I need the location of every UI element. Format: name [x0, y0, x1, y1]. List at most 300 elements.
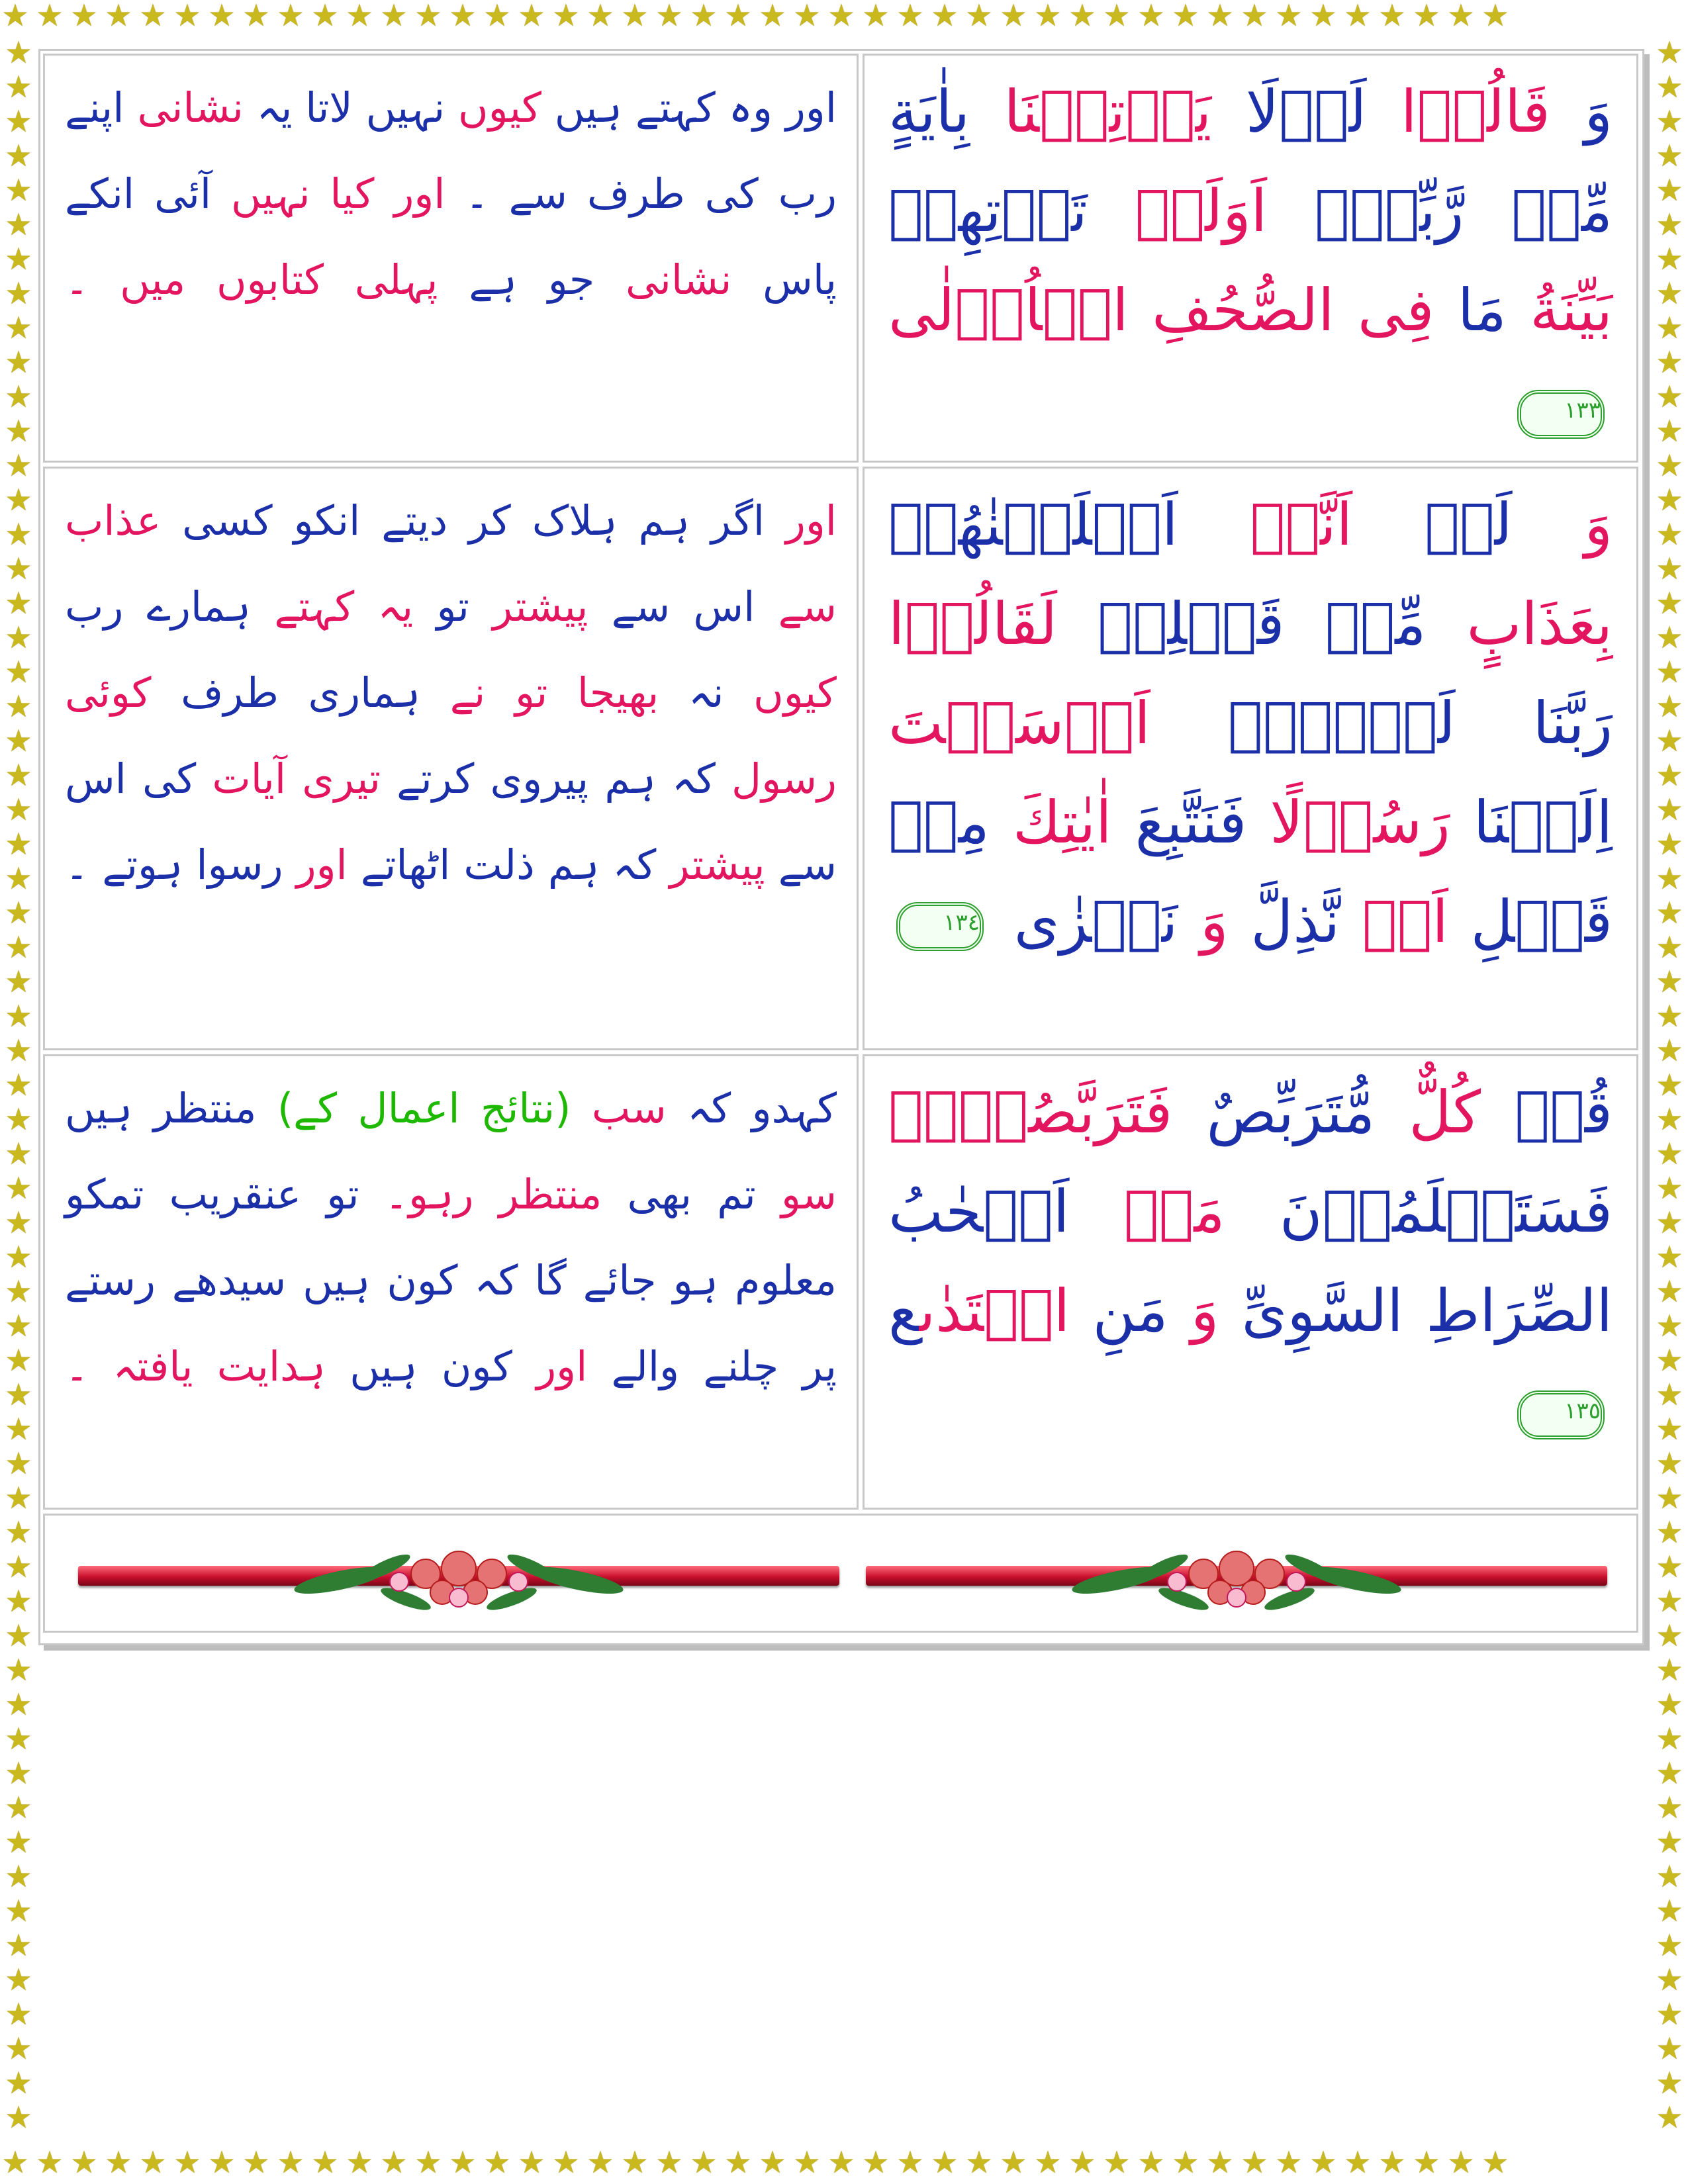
star-icon: ★ — [1656, 1377, 1683, 1412]
urdu-translation-133 — [43, 54, 859, 463]
star-icon: ★ — [5, 379, 32, 414]
star-icon: ★ — [208, 0, 240, 33]
text: اگر ہم ہلاک کر دیتے انکو کسی — [182, 496, 765, 545]
star-icon: ★ — [1656, 447, 1683, 483]
star-icon: ★ — [5, 1308, 32, 1343]
star-icon: ★ — [139, 0, 171, 33]
star-icon: ★ — [5, 1377, 32, 1412]
star-icon: ★ — [1656, 1239, 1683, 1275]
star-icon: ★ — [5, 1342, 32, 1378]
star-icon: ★ — [1656, 792, 1683, 827]
text: اور — [785, 496, 837, 545]
star-icon: ★ — [1000, 0, 1031, 33]
page-frame — [38, 49, 1644, 1645]
arabic-verse-133 — [863, 54, 1638, 463]
star-icon: ★ — [449, 2147, 481, 2180]
star-icon: ★ — [5, 2099, 32, 2135]
star-icon: ★ — [208, 2147, 240, 2180]
text: کیوں — [753, 668, 837, 717]
word: اٰيٰتِكَ — [1012, 788, 1112, 856]
text: اس سے — [611, 582, 755, 631]
ayah-number-marker: ١٣٤ — [896, 902, 984, 951]
text: تو — [436, 582, 469, 631]
star-icon: ★ — [1656, 1686, 1683, 1722]
ayah-number-marker: ١٣٥ — [1517, 1390, 1605, 1439]
star-icon: ★ — [1656, 1549, 1683, 1584]
star-icon: ★ — [1656, 1205, 1683, 1240]
star-icon: ★ — [5, 792, 32, 827]
star-icon: ★ — [5, 1136, 32, 1171]
word: قَالُوۡا — [1401, 77, 1550, 146]
star-icon: ★ — [1206, 0, 1238, 33]
star-border-bottom — [0, 2147, 1688, 2184]
word: اَهۡلَكۡنٰهُمۡ — [888, 490, 1178, 559]
arabic-verse-135 — [863, 1054, 1638, 1510]
star-icon: ★ — [1103, 0, 1135, 33]
star-icon: ★ — [1068, 2147, 1100, 2180]
star-icon: ★ — [5, 826, 32, 862]
star-icon: ★ — [1656, 138, 1683, 173]
word: فَنَتَّبِعَ — [1135, 788, 1247, 856]
star-icon: ★ — [724, 0, 756, 33]
star-icon: ★ — [277, 2147, 308, 2180]
ayah-number-marker: ١٣٣ — [1517, 390, 1605, 439]
star-icon: ★ — [931, 2147, 962, 2180]
star-icon: ★ — [5, 619, 32, 655]
text: اپنے رب کی طرف سے ۔ — [65, 83, 837, 218]
star-icon: ★ — [1344, 0, 1376, 33]
star-icon: ★ — [5, 1205, 32, 1240]
star-icon: ★ — [1656, 826, 1683, 862]
word: قَبۡلِ — [1470, 887, 1613, 956]
star-icon: ★ — [5, 69, 32, 105]
star-icon: ★ — [5, 206, 32, 242]
star-icon: ★ — [380, 2147, 412, 2180]
text: کہ ہم ذلت اٹھاتے — [360, 841, 657, 889]
star-icon: ★ — [5, 2030, 32, 2066]
star-icon: ★ — [5, 998, 32, 1034]
star-icon: ★ — [5, 1067, 32, 1103]
star-icon: ★ — [5, 1824, 32, 1860]
star-icon: ★ — [1481, 0, 1513, 33]
star-icon: ★ — [1656, 1032, 1683, 1068]
star-icon: ★ — [793, 0, 825, 33]
word: اَنۡ — [1362, 887, 1448, 956]
star-icon: ★ — [5, 447, 32, 483]
star-icon: ★ — [1034, 0, 1066, 33]
star-icon: ★ — [1656, 1445, 1683, 1481]
star-icon: ★ — [5, 757, 32, 793]
star-icon: ★ — [242, 2147, 274, 2180]
star-icon: ★ — [5, 1858, 32, 1894]
text: کوئی — [65, 668, 152, 717]
star-icon: ★ — [1656, 619, 1683, 655]
star-icon: ★ — [5, 2065, 32, 2101]
star-icon: ★ — [5, 1686, 32, 1722]
word: مَنۡ — [1123, 1177, 1225, 1246]
word: رَبَّنَا — [1532, 689, 1613, 757]
star-icon: ★ — [1172, 2147, 1203, 2180]
star-icon: ★ — [1656, 1652, 1683, 1688]
star-icon: ★ — [1656, 1927, 1683, 1963]
word: نَّذِلَّ — [1250, 887, 1340, 956]
star-icon: ★ — [173, 0, 205, 33]
star-icon: ★ — [414, 0, 446, 33]
star-icon: ★ — [1656, 585, 1683, 621]
star-icon: ★ — [1656, 1583, 1683, 1619]
text: اور — [296, 841, 348, 889]
star-icon: ★ — [1656, 654, 1683, 690]
floral-divider-right — [866, 1535, 1607, 1615]
word: كُلٌّ — [1409, 1078, 1481, 1146]
star-icon: ★ — [1378, 2147, 1410, 2180]
star-icon: ★ — [5, 310, 32, 345]
star-icon: ★ — [1275, 2147, 1307, 2180]
text: کیوں — [458, 83, 541, 132]
star-icon: ★ — [1656, 895, 1683, 931]
star-icon: ★ — [1656, 206, 1683, 242]
star-icon: ★ — [1, 0, 33, 33]
word: مِّنۡ — [1511, 177, 1613, 245]
star-icon: ★ — [1309, 2147, 1341, 2180]
text: کی اس سے — [65, 754, 837, 889]
star-icon: ★ — [690, 0, 722, 33]
star-icon: ★ — [1656, 2065, 1683, 2101]
text: نہیں لاتا یہ — [256, 83, 445, 132]
star-icon: ★ — [1656, 1824, 1683, 1860]
star-icon: ★ — [5, 1790, 32, 1825]
star-icon: ★ — [1656, 172, 1683, 208]
star-icon: ★ — [1034, 2147, 1066, 2180]
star-icon: ★ — [1656, 413, 1683, 449]
text: تمکو معلوم ہو جائے گا کہ کون ہیں — [65, 1170, 837, 1304]
star-icon: ★ — [1275, 0, 1307, 33]
star-icon: ★ — [759, 0, 790, 33]
word: يَاۡتِيۡنَا — [1004, 77, 1212, 146]
text: سب — [591, 1084, 667, 1132]
star-icon: ★ — [1656, 1755, 1683, 1791]
star-icon: ★ — [690, 2147, 722, 2180]
star-icon: ★ — [311, 0, 343, 33]
flower-garland-icon — [1038, 1541, 1435, 1614]
word: مَنِ — [1092, 1277, 1168, 1345]
star-icon: ★ — [5, 1721, 32, 1756]
star-icon: ★ — [5, 1549, 32, 1584]
star-icon: ★ — [5, 1617, 32, 1653]
star-icon: ★ — [1172, 0, 1203, 33]
star-icon: ★ — [1656, 1721, 1683, 1756]
word: لَوۡ — [1425, 490, 1513, 559]
star-icon: ★ — [1656, 37, 1683, 70]
word: مَا — [1457, 276, 1507, 344]
star-icon: ★ — [1656, 723, 1683, 758]
star-icon: ★ — [862, 0, 894, 33]
star-icon: ★ — [1656, 1996, 1683, 2032]
star-icon: ★ — [1656, 551, 1683, 586]
star-icon: ★ — [449, 0, 481, 33]
star-icon: ★ — [1241, 0, 1272, 33]
star-icon: ★ — [621, 2147, 653, 2180]
star-border-top — [0, 0, 1688, 37]
word: الصُّحُفِ — [1152, 276, 1335, 344]
star-icon: ★ — [5, 1962, 32, 1997]
star-icon: ★ — [380, 0, 412, 33]
star-icon: ★ — [5, 344, 32, 380]
star-icon: ★ — [5, 1445, 32, 1481]
star-icon: ★ — [5, 37, 32, 70]
star-icon: ★ — [1656, 482, 1683, 518]
star-icon: ★ — [1656, 69, 1683, 105]
word: اَصۡحٰبُ — [888, 1177, 1070, 1246]
text: نشانی — [137, 83, 244, 132]
star-icon: ★ — [896, 2147, 928, 2180]
star-icon: ★ — [586, 2147, 618, 2180]
text: پیشتر — [492, 582, 588, 631]
star-icon: ★ — [1413, 0, 1444, 33]
word: وَ — [1584, 490, 1613, 559]
star-icon: ★ — [70, 2147, 102, 2180]
word: وَ — [1584, 77, 1613, 146]
star-icon: ★ — [5, 1893, 32, 1929]
text: آیات — [212, 754, 287, 803]
star-icon: ★ — [5, 413, 32, 449]
star-border-left — [0, 37, 37, 2147]
star-icon: ★ — [1068, 0, 1100, 33]
word: لَوۡلَا — [1245, 77, 1367, 146]
star-icon: ★ — [5, 895, 32, 931]
star-icon: ★ — [5, 551, 32, 586]
star-icon: ★ — [827, 2147, 859, 2180]
star-icon: ★ — [1656, 2099, 1683, 2135]
star-icon: ★ — [5, 1411, 32, 1447]
word: رَّبِّهٖ — [1314, 177, 1464, 245]
star-icon: ★ — [5, 1583, 32, 1619]
word: اِلَيۡنَا — [1473, 788, 1613, 856]
star-icon: ★ — [862, 2147, 894, 2180]
text: سو — [781, 1170, 837, 1218]
text: منتظر ہیں — [65, 1084, 257, 1132]
star-icon: ★ — [483, 2147, 515, 2180]
word: فِى — [1357, 276, 1434, 344]
star-icon: ★ — [5, 1273, 32, 1309]
text: رسول — [731, 754, 837, 803]
star-icon: ★ — [1656, 929, 1683, 965]
text: تیری — [302, 754, 381, 803]
text: جو ہے — [469, 255, 595, 304]
text: کون ہیں — [350, 1342, 512, 1390]
star-icon: ★ — [896, 0, 928, 33]
star-icon: ★ — [5, 688, 32, 724]
word: مِّنۡ — [1325, 590, 1427, 658]
star-icon: ★ — [1103, 2147, 1135, 2180]
star-icon: ★ — [5, 654, 32, 690]
star-icon: ★ — [552, 0, 584, 33]
star-icon: ★ — [1656, 998, 1683, 1034]
star-icon: ★ — [5, 1652, 32, 1688]
star-icon: ★ — [793, 2147, 825, 2180]
star-icon: ★ — [1656, 2030, 1683, 2066]
text: عذاب سے — [65, 496, 837, 631]
star-icon: ★ — [5, 1996, 32, 2032]
star-icon: ★ — [1137, 2147, 1169, 2180]
star-icon: ★ — [1656, 344, 1683, 380]
word: بَيِّنَةُ — [1530, 276, 1613, 344]
star-icon: ★ — [483, 0, 515, 33]
star-icon: ★ — [1137, 0, 1169, 33]
star-icon: ★ — [1656, 1170, 1683, 1206]
star-icon: ★ — [1656, 379, 1683, 414]
star-icon: ★ — [5, 138, 32, 173]
star-icon: ★ — [1656, 1480, 1683, 1516]
star-icon: ★ — [552, 2147, 584, 2180]
star-icon: ★ — [5, 1239, 32, 1275]
star-icon: ★ — [1656, 1136, 1683, 1171]
star-icon: ★ — [1241, 2147, 1272, 2180]
text: سیدھے رستے پر چلنے والے — [65, 1256, 837, 1390]
star-icon: ★ — [277, 0, 308, 33]
text: بھیجا تو — [514, 668, 659, 717]
star-icon: ★ — [1656, 1067, 1683, 1103]
star-icon: ★ — [5, 1514, 32, 1550]
star-icon: ★ — [586, 0, 618, 33]
star-icon: ★ — [1656, 1617, 1683, 1653]
star-icon: ★ — [1447, 2147, 1479, 2180]
star-icon: ★ — [655, 2147, 687, 2180]
text: اور وہ کہتے ہیں — [554, 83, 837, 132]
star-icon: ★ — [1656, 1101, 1683, 1137]
star-icon: ★ — [139, 2147, 171, 2180]
star-icon: ★ — [173, 2147, 205, 2180]
star-icon: ★ — [5, 275, 32, 311]
star-icon: ★ — [5, 1927, 32, 1963]
text: ہماری طرف — [181, 668, 421, 717]
star-icon: ★ — [5, 929, 32, 965]
text: یہ کہتے — [274, 582, 414, 631]
word: رَسُوۡلًا — [1270, 788, 1450, 856]
star-icon: ★ — [1656, 1858, 1683, 1894]
star-icon: ★ — [414, 2147, 446, 2180]
word: وَ — [1190, 1277, 1219, 1345]
text: کہدو کہ — [687, 1084, 837, 1132]
star-icon: ★ — [36, 2147, 68, 2180]
word: السَّوِىِّ — [1241, 1277, 1403, 1345]
text: اور کیا نہیں — [231, 169, 445, 218]
star-icon: ★ — [5, 1480, 32, 1516]
star-icon: ★ — [242, 0, 274, 33]
word: قُلۡ — [1515, 1078, 1613, 1146]
arabic-verse-134 — [863, 467, 1638, 1050]
star-icon: ★ — [965, 0, 997, 33]
star-icon: ★ — [518, 2147, 549, 2180]
star-icon: ★ — [5, 1101, 32, 1137]
star-icon: ★ — [1656, 275, 1683, 311]
star-icon: ★ — [5, 1170, 32, 1206]
text: رسوا ہوتے ۔ — [65, 841, 283, 889]
word: فَسَتَعۡلَمُوۡنَ — [1279, 1177, 1613, 1246]
word: اهۡتَدٰى — [919, 1277, 1070, 1345]
star-icon: ★ — [1656, 1342, 1683, 1378]
decoration-row — [43, 1514, 1638, 1633]
star-icon: ★ — [1378, 0, 1410, 33]
star-icon: ★ — [1656, 1273, 1683, 1309]
star-icon: ★ — [1206, 2147, 1238, 2180]
star-icon: ★ — [1000, 2147, 1031, 2180]
star-icon: ★ — [759, 2147, 790, 2180]
star-icon: ★ — [1656, 516, 1683, 552]
star-icon: ★ — [724, 2147, 756, 2180]
word: اَرۡسَلۡتَ — [888, 689, 1150, 757]
star-icon: ★ — [1656, 688, 1683, 724]
text: ہدایت یافتہ ۔ — [65, 1342, 326, 1390]
floral-divider-left — [78, 1535, 839, 1615]
star-icon: ★ — [311, 2147, 343, 2180]
word: فَتَرَبَّصُوۡا — [888, 1078, 1173, 1146]
star-icon: ★ — [1656, 1962, 1683, 1997]
star-icon: ★ — [5, 723, 32, 758]
star-icon: ★ — [1, 2147, 33, 2180]
star-icon: ★ — [346, 0, 377, 33]
star-icon: ★ — [5, 241, 32, 277]
star-icon: ★ — [5, 103, 32, 139]
star-icon: ★ — [655, 0, 687, 33]
star-icon: ★ — [1656, 310, 1683, 345]
text: نے — [449, 668, 486, 717]
word: اَنَّاۤ — [1250, 490, 1353, 559]
star-icon: ★ — [346, 2147, 377, 2180]
star-icon: ★ — [5, 1032, 32, 1068]
word: مِنۡ — [888, 788, 990, 856]
flower-garland-icon — [260, 1541, 657, 1614]
word: تَاۡتِهِمۡ — [888, 177, 1088, 245]
word: قَبۡلِهٖ — [1098, 590, 1285, 658]
star-icon: ★ — [1656, 964, 1683, 999]
ruku-mark: ع — [888, 1277, 919, 1345]
text: پیشتر — [669, 841, 765, 889]
word: مُّتَرَبِّصٌ — [1206, 1078, 1376, 1146]
star-icon: ★ — [105, 0, 136, 33]
text: منتظر رہو۔ — [384, 1170, 602, 1218]
star-icon: ★ — [518, 0, 549, 33]
star-icon: ★ — [5, 860, 32, 896]
star-icon: ★ — [1309, 0, 1341, 33]
word: نَخۡزٰى — [1013, 887, 1178, 956]
text: تم بھی — [627, 1170, 756, 1218]
word: اَوَلَمۡ — [1135, 177, 1268, 245]
star-icon: ★ — [1656, 1308, 1683, 1343]
word: بِاٰيَةٍ — [888, 77, 970, 146]
star-icon: ★ — [70, 0, 102, 33]
text: آئی انکے پاس — [65, 169, 837, 304]
text: کہ ہم پیروی کرتے — [397, 754, 716, 803]
star-icon: ★ — [1656, 1790, 1683, 1825]
text: ہمارے رب — [65, 582, 251, 631]
word: لَقَالُوۡا — [888, 590, 1058, 658]
star-icon: ★ — [1656, 103, 1683, 139]
star-icon: ★ — [931, 0, 962, 33]
text: پہلی کتابوں میں ۔ — [65, 255, 438, 304]
star-icon: ★ — [1447, 0, 1479, 33]
word: بِعَذَابٍ — [1466, 590, 1613, 658]
star-icon: ★ — [5, 1755, 32, 1791]
star-border-right — [1651, 37, 1688, 2147]
star-icon: ★ — [1656, 1411, 1683, 1447]
star-icon: ★ — [105, 2147, 136, 2180]
star-icon: ★ — [5, 585, 32, 621]
star-icon: ★ — [621, 0, 653, 33]
text: نہ — [688, 668, 724, 717]
star-icon: ★ — [1656, 860, 1683, 896]
urdu-translation-135 — [43, 1054, 859, 1510]
